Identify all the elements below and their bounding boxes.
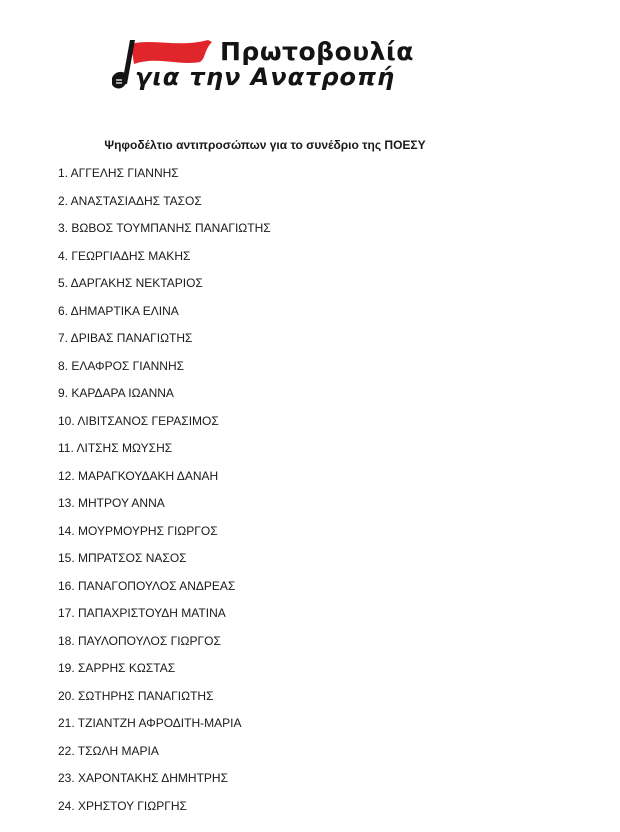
candidate-list <box>58 164 271 824</box>
candidate-item: 12. ΜΑΡΑΓΚΟΥΔΑΚΗ ΔΑΝΑΗ <box>58 468 219 483</box>
candidate-item: 19. ΣΑΡΡΗΣ ΚΩΣΤΑΣ <box>58 661 176 675</box>
logo <box>108 34 468 96</box>
ballot-title: Ψηφοδέλτιο αντιπροσώπων για το συνέδριο της ΠΟΕΣΥ <box>104 138 426 152</box>
candidate-item: 16. ΠΑΝΑΓΟΠΟΥΛΟΣ ΑΝΔΡΕΑΣ <box>58 578 236 593</box>
candidate-item: 13. ΜΗΤΡΟΥ ΑΝΝΑ <box>58 496 165 510</box>
candidate-item: 2. ΑΝΑΣΤΑΣΙΑΔΗΣ ΤΑΣΟΣ <box>58 193 202 208</box>
candidate-item: 4. ΓΕΩΡΓΙΑΔΗΣ ΜΑΚΗΣ <box>58 248 191 263</box>
logo-title-line1: Πρωτοβουλία <box>220 37 414 66</box>
candidate-item: 18. ΠΑΥΛΟΠΟΥΛΟΣ ΓΙΩΡΓΟΣ <box>58 633 221 648</box>
candidate-item: 20. ΣΩΤΗΡΗΣ ΠΑΝΑΓΙΩΤΗΣ <box>58 688 214 703</box>
candidate-item: 9. ΚΑΡΔΑΡΑ ΙΩΑΝΝΑ <box>58 386 174 400</box>
candidate-item: 24. ΧΡΗΣΤΟΥ ΓΙΩΡΓΗΣ <box>58 798 187 813</box>
candidate-item: 6. ΔΗΜΑΡΤΙΚΑ ΕΛΙΝΑ <box>58 303 179 318</box>
candidate-item: 23. ΧΑΡΟΝΤΑΚΗΣ ΔΗΜΗΤΡΗΣ <box>58 771 228 785</box>
candidate-item: 10. ΛΙΒΙΤΣΑΝΟΣ ΓΕΡΑΣΙΜΟΣ <box>58 413 219 428</box>
candidate-item: 8. ΕΛΑΦΡΟΣ ΓΙΑΝΝΗΣ <box>58 358 185 373</box>
candidate-item: 3. ΒΩΒΟΣ ΤΟΥΜΠΑΝΗΣ ΠΑΝΑΓΙΩΤΗΣ <box>58 221 271 235</box>
candidate-item: 14. ΜΟΥΡΜΟΥΡΗΣ ΓΙΩΡΓΟΣ <box>58 523 218 538</box>
candidate-item: 21. ΤΖΙΑΝΤΖΗ ΑΦΡΟΔΙΤΗ-ΜΑΡΙΑ <box>58 716 242 730</box>
candidate-item: 5. ΔΑΡΓΑΚΗΣ ΝΕΚΤΑΡΙΟΣ <box>58 276 203 290</box>
candidate-item: 1. ΑΓΓΕΛΗΣ ΓΙΑΝΝΗΣ <box>58 166 179 180</box>
candidate-item: 17. ΠΑΠΑΧΡΙΣΤΟΥΔΗ ΜΑΤΙΝΑ <box>58 606 226 620</box>
logo-title-line2: για την Ανατροπή <box>135 63 396 91</box>
candidate-item: 11. ΛΙΤΣΗΣ ΜΩΥΣΗΣ <box>58 441 173 455</box>
candidate-item: 7. ΔΡΙΒΑΣ ΠΑΝΑΓΙΩΤΗΣ <box>58 331 193 345</box>
candidate-item: 22. ΤΣΩΛΗ ΜΑΡΙΑ <box>58 743 159 758</box>
candidate-item: 15. ΜΠΡΑΤΣΟΣ ΝΑΣΟΣ <box>58 551 187 565</box>
